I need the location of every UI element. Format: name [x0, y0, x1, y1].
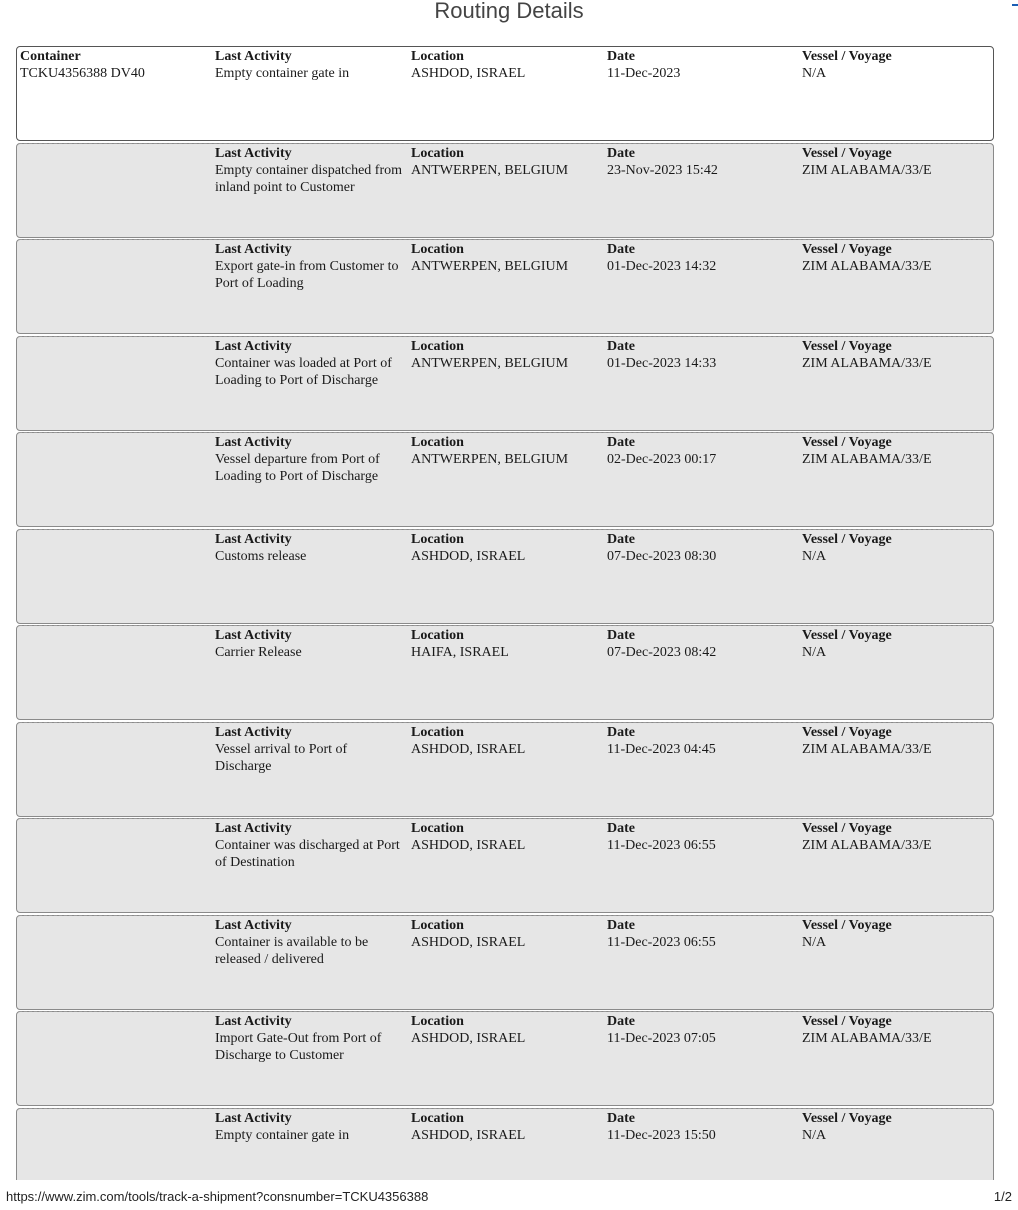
date-label: Date: [607, 724, 635, 740]
activity-cell: [215, 338, 407, 389]
location-label: Location: [411, 531, 464, 547]
vessel-cell: [802, 627, 992, 661]
activity-value: Container was discharged at Port of Destination: [215, 838, 400, 870]
vessel-label: Vessel / Voyage: [802, 917, 892, 933]
location-value: ASHDOD, ISRAEL: [411, 1127, 526, 1143]
vessel-cell: [802, 434, 992, 468]
date-value: 23-Nov-2023 15:42: [607, 162, 718, 178]
activity-cell: [215, 627, 407, 661]
location-label: Location: [411, 1110, 464, 1126]
vessel-label: Vessel / Voyage: [802, 338, 892, 354]
event-row: [16, 722, 994, 817]
vessel-value: ZIM ALABAMA/33/E: [802, 452, 932, 467]
location-label: Location: [411, 49, 464, 64]
event-row: [16, 625, 994, 720]
activity-cell: [215, 1013, 407, 1064]
date-label: Date: [607, 1110, 635, 1126]
location-label: Location: [411, 628, 464, 643]
vessel-label: Vessel / Voyage: [802, 242, 892, 257]
activity-label: Last Activity: [215, 435, 292, 450]
activity-cell: [215, 724, 407, 775]
date-value: 01-Dec-2023 14:32: [607, 259, 717, 274]
event-row: [16, 432, 994, 527]
date-cell: [607, 724, 797, 758]
location-value: HAIFA, ISRAEL: [411, 645, 509, 660]
vessel-value: ZIM ALABAMA/33/E: [802, 259, 932, 274]
vessel-cell: [802, 338, 992, 372]
vessel-value: ZIM ALABAMA/33/E: [802, 1031, 932, 1046]
container-number: TCKU4356388 DV40: [20, 66, 145, 81]
location-label: Location: [411, 435, 464, 450]
location-value: ANTWERPEN, BELGIUM: [411, 162, 569, 178]
activity-label: Last Activity: [215, 242, 292, 257]
activity-cell: [215, 434, 407, 485]
event-row: [16, 239, 994, 334]
location-label: Location: [411, 724, 464, 740]
date-cell: [607, 434, 797, 468]
date-label: Date: [607, 49, 635, 64]
vessel-label: Vessel / Voyage: [802, 435, 892, 450]
location-label: Location: [411, 338, 464, 354]
activity-value: Container was loaded at Port of Loading to Port of Discharge: [215, 355, 392, 388]
vessel-value: ZIM ALABAMA/33/E: [802, 355, 932, 371]
location-cell: [411, 917, 601, 951]
date-value: 11-Dec-2023 15:50: [607, 1127, 716, 1143]
vessel-label: Vessel / Voyage: [802, 1014, 892, 1029]
date-cell: [607, 338, 797, 372]
activity-cell: [215, 531, 407, 565]
date-label: Date: [607, 917, 635, 933]
vessel-cell: [802, 917, 992, 951]
vessel-value: ZIM ALABAMA/33/E: [802, 741, 932, 757]
activity-value: Empty container dispatched from inland point to Customer: [215, 162, 402, 195]
event-row: [16, 818, 994, 913]
location-value: ASHDOD, ISRAEL: [411, 934, 526, 950]
activity-label: Last Activity: [215, 917, 292, 933]
date-label: Date: [607, 821, 635, 836]
location-cell: [411, 531, 601, 565]
container-label: Container: [20, 49, 81, 64]
activity-value: Carrier Release: [215, 645, 302, 660]
event-row: [16, 143, 994, 238]
vessel-label: Vessel / Voyage: [802, 1110, 892, 1126]
page-number: 1/2: [993, 1189, 1012, 1204]
activity-cell: [215, 917, 407, 968]
location-cell: [411, 145, 601, 179]
location-value: ASHDOD, ISRAEL: [411, 1031, 526, 1046]
location-label: Location: [411, 145, 464, 161]
date-label: Date: [607, 145, 635, 161]
vessel-cell: [802, 724, 992, 758]
activity-label: Last Activity: [215, 338, 292, 354]
location-label: Location: [411, 917, 464, 933]
date-label: Date: [607, 628, 635, 643]
location-label: Location: [411, 1014, 464, 1029]
activity-label: Last Activity: [215, 1014, 292, 1029]
vessel-label: Vessel / Voyage: [802, 628, 892, 643]
date-label: Date: [607, 531, 635, 547]
vessel-cell: [802, 820, 992, 854]
vessel-label: Vessel / Voyage: [802, 821, 892, 836]
location-value: ANTWERPEN, BELGIUM: [411, 259, 569, 274]
location-cell: [411, 627, 601, 661]
date-cell: [607, 531, 797, 565]
location-cell: [411, 820, 601, 854]
date-label: Date: [607, 435, 635, 450]
date-value: 01-Dec-2023 14:33: [607, 355, 717, 371]
date-value: 07-Dec-2023 08:30: [607, 548, 717, 564]
activity-cell: [215, 145, 407, 196]
activity-value: Import Gate-Out from Port of Discharge to Customer: [215, 1031, 382, 1063]
date-cell: [607, 1110, 797, 1144]
location-cell: [411, 434, 601, 468]
activity-label: Last Activity: [215, 1110, 292, 1126]
vessel-value: N/A: [802, 548, 827, 564]
activity-value: Vessel departure from Port of Loading to Port of Discharge: [215, 452, 380, 484]
page-title: Routing Details: [434, 0, 584, 23]
date-cell: [607, 627, 797, 661]
vessel-cell: [802, 48, 992, 82]
vessel-label: Vessel / Voyage: [802, 724, 892, 740]
footer-url[interactable]: https://www.zim.com/tools/track-a-shipment?consnumber=TCKU4356388: [6, 1189, 429, 1204]
vessel-value: N/A: [802, 1127, 827, 1143]
activity-cell: [215, 241, 407, 292]
date-cell: [607, 917, 797, 951]
activity-value: Export gate-in from Customer to Port of Loading: [215, 259, 399, 291]
vessel-cell: [802, 241, 992, 275]
activity-value: Vessel arrival to Port of Discharge: [215, 741, 348, 774]
location-cell: [411, 241, 601, 275]
location-value: ASHDOD, ISRAEL: [411, 741, 526, 757]
vessel-cell: [802, 145, 992, 179]
date-cell: [607, 241, 797, 275]
location-cell: [411, 338, 601, 372]
location-value: ASHDOD, ISRAEL: [411, 66, 526, 81]
date-value: 02-Dec-2023 00:17: [607, 452, 717, 467]
activity-cell: [215, 1110, 407, 1144]
date-label: Date: [607, 242, 635, 257]
vessel-cell: [802, 1110, 992, 1144]
location-value: ANTWERPEN, BELGIUM: [411, 452, 569, 467]
location-cell: [411, 724, 601, 758]
activity-label: Last Activity: [215, 145, 292, 161]
event-row: [16, 915, 994, 1010]
corner-mark: [1012, 4, 1018, 6]
date-cell: [607, 1013, 797, 1047]
vessel-value: ZIM ALABAMA/33/E: [802, 162, 932, 178]
vessel-value: N/A: [802, 934, 827, 950]
date-cell: [607, 820, 797, 854]
vessel-value: N/A: [802, 66, 827, 81]
date-value: 11-Dec-2023 04:45: [607, 741, 716, 757]
event-row: [16, 529, 994, 624]
activity-label: Last Activity: [215, 49, 292, 64]
date-label: Date: [607, 1014, 635, 1029]
location-label: Location: [411, 242, 464, 257]
date-value: 11-Dec-2023 06:55: [607, 934, 716, 950]
event-row: [16, 336, 994, 431]
date-label: Date: [607, 338, 635, 354]
vessel-label: Vessel / Voyage: [802, 531, 892, 547]
vessel-cell: [802, 531, 992, 565]
activity-label: Last Activity: [215, 531, 292, 547]
date-value: 11-Dec-2023 07:05: [607, 1031, 716, 1046]
location-cell: [411, 1110, 601, 1144]
vessel-value: N/A: [802, 645, 827, 660]
container-cell: [20, 48, 210, 82]
activity-value: Empty container gate in: [215, 66, 350, 81]
date-value: 11-Dec-2023 06:55: [607, 838, 716, 853]
event-row: [16, 1011, 994, 1106]
location-value: ASHDOD, ISRAEL: [411, 838, 526, 853]
date-value: 07-Dec-2023 08:42: [607, 645, 717, 660]
activity-value: Customs release: [215, 548, 307, 564]
location-cell: [411, 48, 601, 82]
activity-cell: [215, 48, 407, 82]
activity-value: Container is available to be released / delivered: [215, 934, 369, 967]
vessel-cell: [802, 1013, 992, 1047]
vessel-label: Vessel / Voyage: [802, 145, 892, 161]
location-label: Location: [411, 821, 464, 836]
location-cell: [411, 1013, 601, 1047]
date-cell: [607, 145, 797, 179]
activity-label: Last Activity: [215, 628, 292, 643]
vessel-label: Vessel / Voyage: [802, 49, 892, 64]
date-cell: [607, 48, 797, 82]
location-value: ANTWERPEN, BELGIUM: [411, 355, 569, 371]
activity-label: Last Activity: [215, 724, 292, 740]
activity-value: Empty container gate in: [215, 1127, 350, 1143]
location-value: ASHDOD, ISRAEL: [411, 548, 526, 564]
container-row: [16, 46, 994, 141]
activity-cell: [215, 820, 407, 871]
date-value: 11-Dec-2023: [607, 66, 681, 81]
activity-label: Last Activity: [215, 821, 292, 836]
vessel-value: ZIM ALABAMA/33/E: [802, 838, 932, 853]
